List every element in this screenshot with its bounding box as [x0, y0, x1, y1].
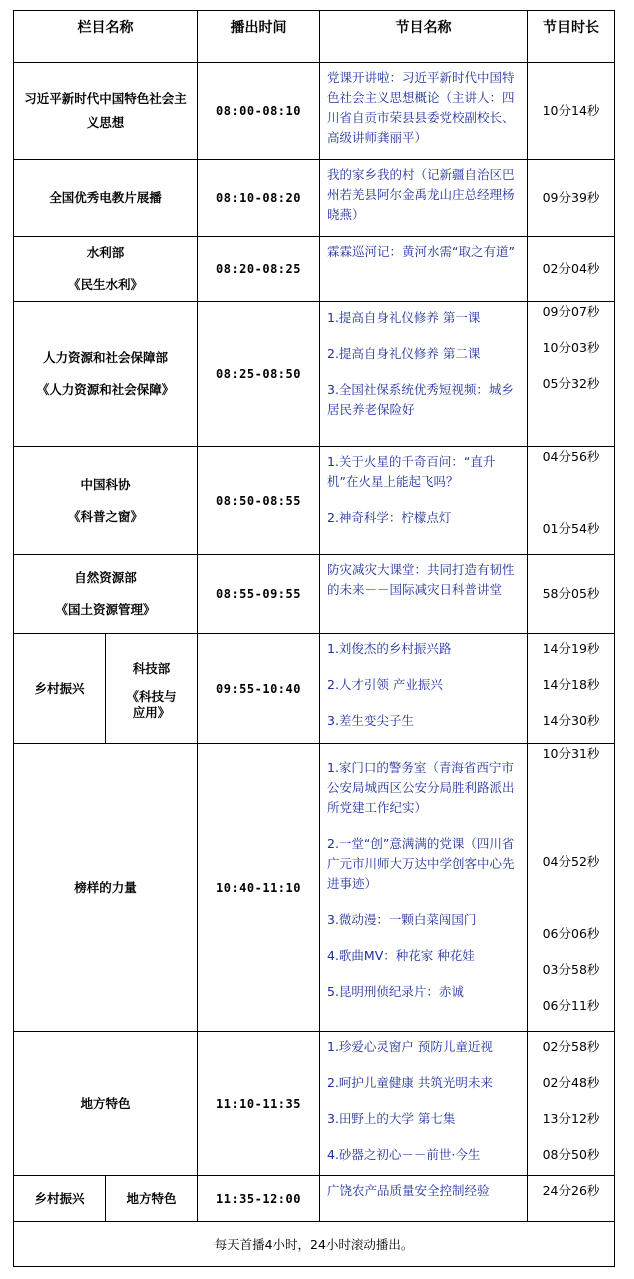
air-time: 08:20-08:25: [198, 237, 320, 302]
duration-cell: [528, 63, 615, 160]
air-time: 08:25-08:50: [198, 302, 320, 447]
duration: 58分05秒: [542, 586, 600, 601]
column-name: 水利部: [86, 245, 125, 260]
table-row: [14, 555, 615, 634]
column-name-cell: [14, 447, 198, 555]
column-name-cell: [14, 555, 198, 634]
table-row: [14, 634, 615, 744]
column-name: 地方特色: [14, 1032, 198, 1176]
column-name: 中国科协: [80, 476, 131, 492]
program-title: 4.歌曲MV：种花家 种花娃: [327, 948, 475, 963]
header-duration: 节目时长: [528, 11, 615, 63]
column-name-cell: [14, 302, 198, 447]
duration: 13分12秒: [542, 1111, 600, 1126]
table-row: [14, 237, 615, 302]
duration-cell: [528, 1176, 615, 1222]
table-row: [14, 1176, 615, 1222]
program-title: 5.昆明刑侦纪录片：赤诚: [327, 984, 464, 999]
air-time: 08:55-09:55: [198, 555, 320, 634]
duration: 04分52秒: [542, 854, 600, 869]
program-title: 1.珍爱心灵窗户 预防儿童近视: [327, 1039, 493, 1054]
column-name: 人力资源和社会保障部: [42, 350, 168, 365]
column-name: 全国优秀电教片展播: [14, 160, 198, 237]
sub-column-subtitle: 《科技与应用》: [126, 688, 177, 720]
duration: 14分18秒: [542, 677, 600, 692]
table-row: [14, 160, 615, 237]
duration: 02分04秒: [542, 261, 600, 276]
program-title: 2.人才引领 产业振兴: [327, 677, 443, 692]
header-program: 节目名称: [320, 11, 528, 63]
schedule-table: [13, 10, 615, 1267]
duration: 06分11秒: [542, 998, 600, 1013]
duration: 10分03秒: [542, 340, 600, 355]
duration-cell: [528, 634, 615, 744]
program-title: 3.微动漫：一颗白菜闯国门: [327, 912, 477, 927]
program-title: 1.刘俊杰的乡村振兴路: [327, 641, 452, 656]
footer-note: 每天首播4小时，24小时滚动播出。: [14, 1222, 615, 1267]
duration: 04分56秒: [542, 449, 600, 464]
program-cell: [320, 634, 528, 744]
duration: 09分07秒: [542, 304, 600, 319]
program-title: 1.关于火星的千奇百问：“直升机”在火星上能起飞吗？: [327, 454, 496, 489]
program-title: 2.呵护儿童健康 共筑光明未来: [327, 1075, 493, 1090]
column-name: 自然资源部: [74, 570, 137, 585]
duration-cell: [528, 447, 615, 555]
program-cell: [320, 63, 528, 160]
program-cell: [320, 237, 528, 302]
program-title: 2.提高自身礼仪修养 第二课: [327, 346, 481, 361]
duration: 03分58秒: [542, 962, 600, 977]
column-name: 习近平新时代中国特色社会主义思想: [14, 63, 198, 160]
table-row: [14, 63, 615, 160]
duration: 14分30秒: [542, 713, 600, 728]
column-subtitle: 《人力资源和社会保障》: [36, 382, 175, 397]
duration: 02分48秒: [542, 1075, 600, 1090]
duration-cell: [528, 160, 615, 237]
program-cell: [320, 555, 528, 634]
sub-column-cell: [106, 634, 198, 744]
program-cell: [320, 1176, 528, 1222]
program-title: 2.一堂“创”意满满的党课（四川省广元市川师大万达中学创客中心先进事迹）: [327, 836, 515, 891]
table-row: [14, 447, 615, 555]
air-time: 08:50-08:55: [198, 447, 320, 555]
program-cell: [320, 744, 528, 1032]
header-column: 栏目名称: [14, 11, 198, 63]
table-row: [14, 744, 615, 1032]
sub-column-name: 地方特色: [106, 1176, 198, 1222]
duration: 10分14秒: [542, 103, 600, 118]
duration: 02分58秒: [542, 1039, 600, 1054]
duration: 10分31秒: [542, 746, 600, 761]
duration-cell: [528, 555, 615, 634]
duration: 09分39秒: [542, 190, 600, 205]
program-title: 4.砂器之初心－－前世·今生: [327, 1147, 481, 1162]
air-time: 10:40-11:10: [198, 744, 320, 1032]
duration: 08分50秒: [542, 1147, 600, 1162]
duration-cell: [528, 1032, 615, 1176]
program-title: 我的家乡我的村（记新疆自治区巴州若羌县阿尔金禹龙山庄总经理杨晓燕）: [327, 167, 515, 222]
duration: 24分26秒: [542, 1183, 600, 1198]
program-title: 3.差生变尖子生: [327, 713, 414, 728]
program-cell: [320, 160, 528, 237]
duration-cell: [528, 237, 615, 302]
duration-cell: [528, 744, 615, 1032]
air-time: 09:55-10:40: [198, 634, 320, 744]
table-row: [14, 1032, 615, 1176]
program-title: 防灾减灾大课堂：共同打造有韧性的未来－－国际减灾日科普讲堂: [327, 562, 515, 597]
program-title: 2.神奇科学：柠檬点灯: [327, 510, 452, 525]
duration-cell: [528, 302, 615, 447]
program-title: 1.家门口的警务室（青海省西宁市公安局城西区公安分局胜利路派出所党建工作纪实）: [327, 760, 515, 815]
program-title: 1.提高自身礼仪修养 第一课: [327, 310, 481, 325]
column-name-cell: [14, 237, 198, 302]
column-subtitle: 《民生水利》: [67, 277, 143, 292]
duration: 06分06秒: [542, 926, 600, 941]
air-time: 08:00-08:10: [198, 63, 320, 160]
column-name: 榜样的力量: [14, 744, 198, 1032]
duration: 01分54秒: [542, 521, 600, 536]
column-subtitle: 《国土资源管理》: [55, 602, 156, 617]
air-time: 11:35-12:00: [198, 1176, 320, 1222]
program-cell: [320, 447, 528, 555]
column-name: 乡村振兴: [14, 1176, 106, 1222]
header-time: 播出时间: [198, 11, 320, 63]
program-title: 广饶农产品质量安全控制经验: [327, 1183, 490, 1198]
column-name: 乡村振兴: [14, 634, 106, 744]
column-subtitle: 《科普之窗》: [67, 508, 143, 524]
program-cell: [320, 1032, 528, 1176]
air-time: 08:10-08:20: [198, 160, 320, 237]
header-row: [14, 11, 615, 63]
program-title: 霖霖巡河记：黄河水需“取之有道”: [327, 244, 515, 259]
program-cell: [320, 302, 528, 447]
air-time: 11:10-11:35: [198, 1032, 320, 1176]
program-title: 3.田野上的大学 第七集: [327, 1111, 456, 1126]
program-title: 3.全国社保系统优秀短视频：城乡居民养老保险好: [327, 382, 514, 417]
duration: 14分19秒: [542, 641, 600, 656]
duration: 05分32秒: [542, 376, 600, 391]
program-title: 党课开讲啦：习近平新时代中国特色社会主义思想概论（主讲人：四川省自贡市荣县县委党校副校长、高级讲师龚丽平）: [327, 70, 515, 145]
footer-row: [14, 1222, 615, 1267]
sub-column-name: 科技部: [132, 660, 171, 676]
table-row: [14, 302, 615, 447]
